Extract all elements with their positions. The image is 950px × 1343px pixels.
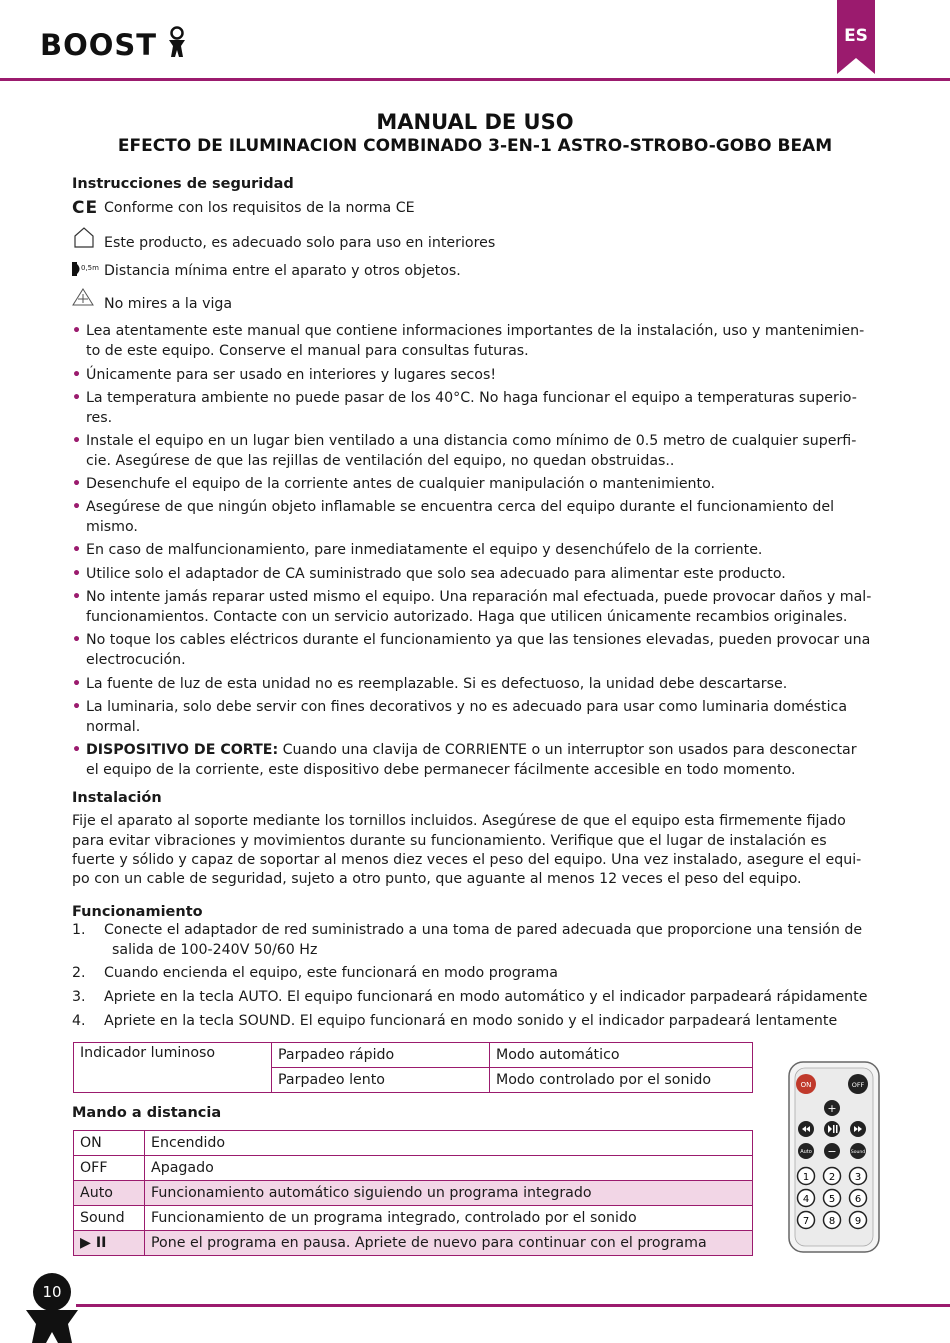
remote-table <box>73 1130 753 1256</box>
svg-text:+: + <box>827 1102 837 1115</box>
mascot-footer-icon <box>22 1308 82 1343</box>
safety-line: Asegúrese de que ningún objeto inflamable se encuentra cerca del equipo durante el funcionamiento del <box>86 499 835 515</box>
installation-line: Fije el aparato al soporte mediante los tornillos incluidos. Asegúrese de que el equipo esta firmemente fijado <box>72 813 846 829</box>
header-rule <box>0 78 950 81</box>
table-row <box>74 1231 753 1256</box>
svg-text:OFF: OFF <box>851 1081 865 1089</box>
remote-key: Sound <box>74 1206 145 1231</box>
remote-key: OFF <box>74 1156 145 1181</box>
safety-line: DISPOSITIVO DE CORTE: Cuando una clavija de CORRIENTE o un interruptor son usados para desconectar <box>86 742 857 758</box>
digit-key-label: 5 <box>828 1194 836 1205</box>
remote-heading: Mando a distancia <box>72 1105 222 1121</box>
table-cell: Modo controlado por el sonido <box>490 1068 753 1093</box>
svg-text:ON: ON <box>800 1081 812 1089</box>
bullet-icon: • <box>72 742 82 758</box>
safety-line: Utilice solo el adaptador de CA suministrado que solo sea adecuado para alimentar este producto. <box>86 566 786 582</box>
safety-line: En caso de malfuncionamiento, pare inmediatamente el equipo y desenchúfelo de la corriente. <box>86 542 763 558</box>
safety-line: el equipo de la corriente, este dispositivo debe permanecer fácilmente accesible en todo momento. <box>86 762 796 778</box>
safety-line: La temperatura ambiente no puede pasar de los 40°C. No haga funcionar el equipo a temperaturas superio- <box>86 390 857 406</box>
ce-mark-icon: CE <box>72 198 99 218</box>
digit-key-label: 4 <box>802 1194 810 1205</box>
safety-line: La luminaria, solo debe servir con fines decorativos y no es adecuado para usar como luminaria doméstica <box>86 699 848 715</box>
safety-line: res. <box>86 410 113 426</box>
digit-key-label: 3 <box>854 1172 862 1183</box>
safety-line: La fuente de luz de esta unidad no es reemplazable. Si es defectuoso, la unidad debe descartarse. <box>86 676 788 692</box>
table-row <box>74 1181 753 1206</box>
remote-desc: Encendido <box>145 1131 753 1156</box>
page-number: 10 <box>33 1273 71 1311</box>
house-icon <box>72 225 96 249</box>
bullet-icon: • <box>72 499 82 515</box>
safety-line: normal. <box>86 719 141 735</box>
safety-heading: Instrucciones de seguridad <box>72 176 294 192</box>
step-number: 1. <box>72 922 86 938</box>
svg-text:Auto: Auto <box>800 1149 812 1155</box>
safety-line: Desenchufe el equipo de la corriente antes de cualquier manipulación o mantenimiento. <box>86 476 716 492</box>
installation-line: po con un cable de seguridad, sujeto a otro punto, que aguante al menos 12 veces el peso del equipo. <box>72 871 802 887</box>
installation-line: para evitar vibraciones y movimientos durante su funcionamiento. Verifique que el lugar de instalación es <box>72 833 827 849</box>
remote-desc: Funcionamiento de un programa integrado, controlado por el sonido <box>145 1206 753 1231</box>
bullet-icon: • <box>72 476 82 492</box>
operation-heading: Funcionamiento <box>72 904 203 920</box>
off-key <box>848 1074 868 1094</box>
remote-control-illustration <box>786 1060 882 1256</box>
step-text: Cuando encienda el equipo, este funcionará en modo programa <box>104 965 558 981</box>
footer-rule <box>76 1304 950 1307</box>
step-text: salida de 100-240V 50/60 Hz <box>112 942 318 958</box>
page-subtitle: EFECTO DE ILUMINACION COMBINADO 3-EN-1 ASTRO-STROBO-GOBO BEAM <box>117 136 833 156</box>
table-cell: Parpadeo rápido <box>272 1043 490 1068</box>
bullet-icon: • <box>72 367 82 383</box>
remote-desc: Pone el programa en pausa. Apriete de nuevo para continuar con el programa <box>145 1231 753 1256</box>
digit-key-label: 1 <box>802 1172 810 1183</box>
bullet-icon: • <box>72 323 82 339</box>
remote-key: ▶ II <box>74 1231 145 1256</box>
indicator-label: Indicador luminoso <box>74 1043 272 1093</box>
remote-key: ON <box>74 1131 145 1156</box>
safety-line: Lea atentamente este manual que contiene informaciones importantes de la instalación, uso y mantenimien- <box>86 323 865 339</box>
mascot-logo-icon <box>166 26 188 58</box>
step-number: 3. <box>72 989 86 1005</box>
indicator-table <box>73 1042 753 1093</box>
digit-key-label: 9 <box>854 1216 862 1227</box>
step-text: Conecte el adaptador de red suministrado a una toma de pared adecuada que proporcione una tensión de <box>104 922 863 938</box>
auto-key <box>798 1143 814 1159</box>
bullet-icon: • <box>72 542 82 558</box>
svg-text:−: − <box>827 1145 837 1158</box>
language-tab <box>837 0 875 74</box>
table-row <box>74 1156 753 1181</box>
step-text: Apriete en la tecla SOUND. El equipo funcionará en modo sonido y el indicador parpadeará lentamente <box>104 1013 838 1029</box>
bullet-icon: • <box>72 589 82 605</box>
remote-key: Auto <box>74 1181 145 1206</box>
step-number: 2. <box>72 965 86 981</box>
safety-line: electrocución. <box>86 652 186 668</box>
on-key <box>796 1074 816 1094</box>
remote-desc: Funcionamiento automático siguiendo un programa integrado <box>145 1181 753 1206</box>
bullet-icon: • <box>72 390 82 406</box>
installation-line: fuerte y sólido y capaz de soportar al menos diez veces el peso del equipo. Una vez instalado, asegure el equi- <box>72 852 862 868</box>
table-row <box>74 1043 753 1068</box>
installation-heading: Instalación <box>72 790 162 806</box>
safety-line: Instale el equipo en un lugar bien ventilado a una distancia como mínimo de 0.5 metro de cualquier superfi- <box>86 433 857 449</box>
symbol-text: No mires a la viga <box>104 296 233 312</box>
bullet-icon: • <box>72 699 82 715</box>
bullet-icon: • <box>72 676 82 692</box>
safety-line: to de este equipo. Conserve el manual para consultas futuras. <box>86 343 529 359</box>
brand-logo: BOOST <box>40 28 158 62</box>
table-row <box>74 1206 753 1231</box>
safety-line: No intente jamás reparar usted mismo el equipo. Una reparación mal efectuada, puede provocar daños y mal- <box>86 589 872 605</box>
table-cell: Modo automático <box>490 1043 753 1068</box>
bullet-icon: • <box>72 566 82 582</box>
svg-text:Sound: Sound <box>850 1150 866 1155</box>
safety-line: No toque los cables eléctricos durante el funcionamiento ya que las tensiones elevadas, pueden provocar una <box>86 632 871 648</box>
symbol-text: Este producto, es adecuado solo para uso en interiores <box>104 235 496 251</box>
bullet-icon: • <box>72 433 82 449</box>
distance-icon: 0,5m <box>72 260 98 278</box>
remote-desc: Apagado <box>145 1156 753 1181</box>
warning-beam-icon <box>72 288 94 306</box>
safety-line: cie. Asegúrese de que las rejillas de ventilación del equipo, no quedan obstruidas.. <box>86 453 675 469</box>
safety-line: mismo. <box>86 519 138 535</box>
digit-key-label: 6 <box>854 1194 862 1205</box>
digit-key-label: 8 <box>828 1216 836 1227</box>
safety-line: Únicamente para ser usado en interiores y lugares secos! <box>86 367 497 383</box>
table-row <box>74 1131 753 1156</box>
step-text: Apriete en la tecla AUTO. El equipo funcionará en modo automático y el indicador parpadeará rápidamente <box>104 989 868 1005</box>
sound-key <box>850 1143 866 1159</box>
page-title: MANUAL DE USO <box>376 110 574 134</box>
digit-key-label: 7 <box>802 1216 810 1227</box>
language-label: ES <box>844 26 868 46</box>
symbol-text: Distancia mínima entre el aparato y otros objetos. <box>104 263 461 279</box>
safety-line: funcionamientos. Contacte con un servicio autorizado. Haga que utilicen únicamente recambios originales. <box>86 609 848 625</box>
bullet-icon: • <box>72 632 82 648</box>
table-cell: Parpadeo lento <box>272 1068 490 1093</box>
digit-key-label: 2 <box>828 1172 836 1183</box>
step-number: 4. <box>72 1013 86 1029</box>
symbol-text: Conforme con los requisitos de la norma CE <box>104 200 415 216</box>
